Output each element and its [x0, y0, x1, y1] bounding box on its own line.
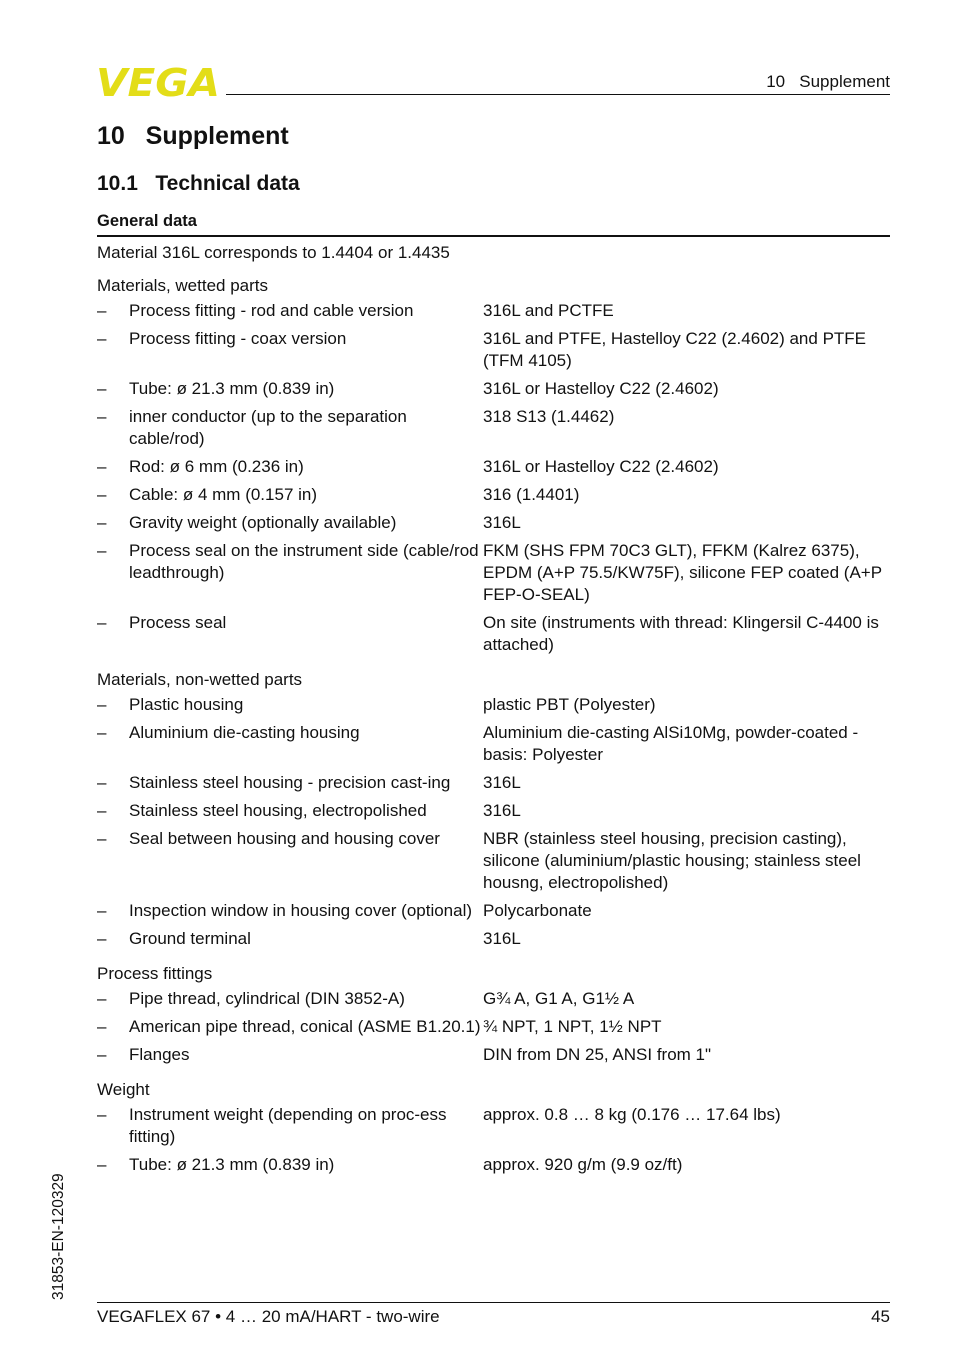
- spec-value: 316L and PTFE, Hastelloy C22 (2.4602) and PTFE (TFM 4105): [483, 329, 867, 370]
- spec-groups: [97, 275, 890, 1176]
- spec-group-title: Weight: [97, 1080, 150, 1099]
- list-dash: –: [97, 773, 107, 792]
- spec-row: [97, 456, 890, 478]
- spec-row: [97, 1154, 890, 1176]
- spec-label: Stainless steel housing, electropolished: [129, 801, 427, 820]
- list-dash: –: [97, 541, 107, 560]
- spec-row: [97, 328, 890, 372]
- spec-value: plastic PBT (Polyester): [483, 695, 656, 714]
- chapter-title: 10 Supplement: [97, 122, 289, 150]
- spec-label: Process seal on the instrument side (cable/rod leadthrough): [129, 541, 479, 582]
- spec-row: [97, 694, 890, 716]
- spec-row: [97, 900, 890, 922]
- footer-rule: [97, 1302, 890, 1303]
- list-dash: –: [97, 1045, 107, 1064]
- spec-value: 316L: [483, 929, 521, 948]
- logo-text: VEGA: [96, 66, 220, 98]
- header-section-label: 10 Supplement: [766, 72, 890, 91]
- list-dash: –: [97, 801, 107, 820]
- page-number: 45: [871, 1307, 890, 1326]
- spec-value: 316L or Hastelloy C22 (2.4602): [483, 379, 719, 398]
- spec-row: [97, 800, 890, 822]
- spec-value: 316L: [483, 801, 521, 820]
- spec-label: Flanges: [129, 1045, 190, 1064]
- spec-value: 316L: [483, 773, 521, 792]
- list-dash: –: [97, 329, 107, 348]
- spec-label: Seal between housing and housing cover: [129, 829, 440, 848]
- spec-value: Polycarbonate: [483, 901, 592, 920]
- spec-group: [97, 275, 890, 656]
- list-dash: –: [97, 1155, 107, 1174]
- document-code: 31853-EN-120329: [50, 1173, 67, 1300]
- spec-row: [97, 484, 890, 506]
- spec-value: 316L and PCTFE: [483, 301, 614, 320]
- spec-row: [97, 928, 890, 950]
- footer-document-title: VEGAFLEX 67 • 4 … 20 mA/HART - two-wire: [97, 1307, 440, 1326]
- spec-label: Tube: ø 21.3 mm (0.839 in): [129, 1155, 335, 1174]
- spec-label: Plastic housing: [129, 695, 244, 714]
- spec-row: [97, 1044, 890, 1066]
- spec-value: G¾ A, G1 A, G1½ A: [483, 989, 635, 1008]
- spec-label: Pipe thread, cylindrical (DIN 3852-A): [129, 989, 405, 1008]
- list-dash: –: [97, 513, 107, 532]
- spec-row: [97, 772, 890, 794]
- spec-row: [97, 612, 890, 656]
- spec-row: [97, 722, 890, 766]
- spec-label: Stainless steel housing - precision cast-ing: [129, 773, 451, 792]
- list-dash: –: [97, 1105, 107, 1124]
- list-dash: –: [97, 1017, 107, 1036]
- section-title: 10.1 Technical data: [97, 172, 300, 195]
- general-data-heading: General data: [97, 212, 197, 230]
- spec-group: [97, 963, 890, 1066]
- list-dash: –: [97, 723, 107, 742]
- spec-value: NBR (stainless steel housing, precision casting), silicone (aluminium/plastic housing; stainless steel housng, electropolished): [483, 829, 861, 892]
- spec-label: Gravity weight (optionally available): [129, 513, 397, 532]
- spec-value: ¾ NPT, 1 NPT, 1½ NPT: [483, 1017, 662, 1036]
- spec-label: Tube: ø 21.3 mm (0.839 in): [129, 379, 335, 398]
- spec-row: [97, 300, 890, 322]
- spec-row: [97, 406, 890, 450]
- material-note: Material 316L corresponds to 1.4404 or 1.4435: [97, 243, 450, 262]
- spec-group: [97, 1079, 890, 1176]
- spec-label: Aluminium die-casting housing: [129, 723, 360, 742]
- spec-row: [97, 988, 890, 1010]
- spec-group-title: Materials, wetted parts: [97, 276, 269, 295]
- spec-row: [97, 1104, 890, 1148]
- list-dash: –: [97, 613, 107, 632]
- spec-label: Inspection window in housing cover (optional): [129, 901, 473, 920]
- list-dash: –: [97, 989, 107, 1008]
- vega-logo: [96, 66, 220, 98]
- spec-value: approx. 0.8 … 8 kg (0.176 … 17.64 lbs): [483, 1105, 781, 1124]
- spec-label: Instrument weight (depending on proc-ess fitting): [129, 1105, 447, 1146]
- spec-label: American pipe thread, conical (ASME B1.20.1): [129, 1017, 481, 1036]
- spec-label: Rod: ø 6 mm (0.236 in): [129, 457, 304, 476]
- spec-value: Aluminium die-casting AlSi10Mg, powder-coated - basis: Polyester: [483, 723, 859, 764]
- spec-value: DIN from DN 25, ANSI from 1": [483, 1045, 712, 1064]
- spec-row: [97, 512, 890, 534]
- spec-row: [97, 540, 890, 606]
- spec-row: [97, 1016, 890, 1038]
- spec-value: On site (instruments with thread: Klingersil C-4400 is attached): [483, 613, 879, 654]
- spec-value: 316L: [483, 513, 521, 532]
- spec-label: Ground terminal: [129, 929, 251, 948]
- list-dash: –: [97, 829, 107, 848]
- list-dash: –: [97, 407, 107, 426]
- spec-value: 316L or Hastelloy C22 (2.4602): [483, 457, 719, 476]
- spec-label: Process seal: [129, 613, 227, 632]
- list-dash: –: [97, 901, 107, 920]
- spec-group-title: Process fittings: [97, 964, 213, 983]
- list-dash: –: [97, 301, 107, 320]
- spec-group: [97, 669, 890, 950]
- header-rule: [226, 94, 890, 95]
- list-dash: –: [97, 457, 107, 476]
- spec-label: Process fitting - coax version: [129, 329, 347, 348]
- spec-label: Cable: ø 4 mm (0.157 in): [129, 485, 318, 504]
- spec-value: approx. 920 g/m (9.9 oz/ft): [483, 1155, 683, 1174]
- spec-row: [97, 378, 890, 400]
- list-dash: –: [97, 485, 107, 504]
- spec-value: FKM (SHS FPM 70C3 GLT), FFKM (Kalrez 6375), EPDM (A+P 75.5/KW75F), silicone FEP coated (A+P FEP-O-SEAL): [483, 541, 882, 604]
- list-dash: –: [97, 929, 107, 948]
- list-dash: –: [97, 379, 107, 398]
- technical-data-content: [97, 242, 890, 1189]
- spec-row: [97, 828, 890, 894]
- subhead-rule: [97, 235, 890, 237]
- spec-label: inner conductor (up to the separation cable/rod): [129, 407, 407, 448]
- spec-group-title: Materials, non-wetted parts: [97, 670, 303, 689]
- spec-label: Process fitting - rod and cable version: [129, 301, 414, 320]
- spec-value: 316 (1.4401): [483, 485, 580, 504]
- spec-value: 318 S13 (1.4462): [483, 407, 615, 426]
- list-dash: –: [97, 695, 107, 714]
